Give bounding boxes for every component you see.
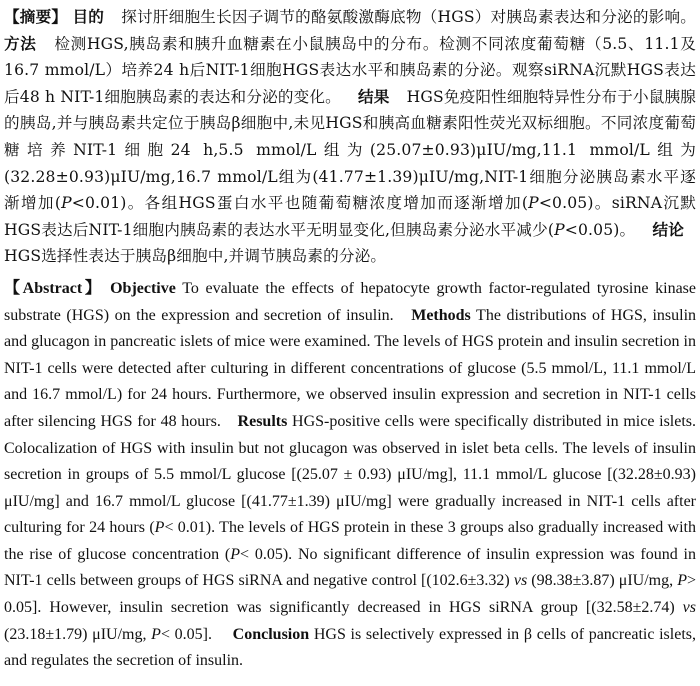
cn-abstract-label: 【摘要】 bbox=[4, 7, 68, 26]
cn-aim-text: 探讨肝细胞生长因子调节的酪氨酸激酶底物（HGS）对胰岛素表达和分泌的影响。 bbox=[121, 8, 697, 26]
cn-results-text: HGS免疫阳性细胞特异性分布于小鼠胰腺的胰岛,并与胰岛素共定位于胰岛β细胞中,未见HGS和胰高血糖素阳性荧光双标细胞。不同浓度葡萄糖培养NIT-1细胞24 h,5.5 mmol/L组为(25.07±0.93)μIU/mg,11.1 mmol/L组为(32.28±0.93)μIU/mg,16.7 mmol/L组为(41.77±1.39)μIU/mg,NIT-1细胞分泌胰岛素水平逐渐增加(P<0.01)。各组HGS蛋白水平也随葡萄糖浓度增加而逐渐增加(P<0.05)。siRNA沉默HGS表达后NIT-1细胞内胰岛素的表达水平无明显变化,但胰岛素分泌水平减少(P<0.05)。 bbox=[4, 87, 697, 239]
en-objective-text: To evaluate the effects of hepatocyte growth factor-regulated tyrosine kinase substrate (HGS) on the expression and secretion of insulin. bbox=[4, 279, 696, 324]
en-results-text: HGS-positive cells were specifically distributed in mice islets. Colocalization of HGS with insulin but not glucagon was observed in islet beta cells. The levels of insulin secretion in groups of 5.5 mmol/L glucose [(25.07 ± 0.93) μIU/mg], 11.1 mmol/L glucose [(32.28±0.93) μIU/mg] and 16.7 mmol/L glucose [(41.77±1.39) μIU/mg] were gradually increased in NIT-1 cells after culturing for 24 hours (P< 0.01). The levels of HGS protein in these 3 groups also gradually increased with the rise of glucose concentration (P< 0.05). No significant difference of insulin expression was found in NIT-1 cells between groups of HGS siRNA and negative control [(102.6±3.32) vs (98.38±3.87) μIU/mg, P> 0.05]. However, insulin secretion was significantly decreased in HGS siRNA group [(32.58±2.74) vs (23.18±1.79) μIU/mg, P< 0.05]. bbox=[4, 412, 697, 643]
chinese-abstract bbox=[4, 4, 696, 270]
en-results-heading: Results bbox=[237, 412, 288, 430]
cn-conclusion-text: HGS选择性表达于胰岛β细胞中,并调节胰岛素的分泌。 bbox=[4, 247, 387, 266]
cn-aim-heading: 目的 bbox=[72, 7, 105, 26]
en-objective-heading: Objective bbox=[110, 279, 176, 297]
english-abstract bbox=[4, 276, 696, 675]
cn-results-heading: 结果 bbox=[358, 86, 390, 106]
cn-methods-heading: 方法 bbox=[4, 33, 37, 53]
en-conclusion-text: HGS is selectively expressed in β cells of pancreatic islets, and regulates the secretion of insulin. bbox=[4, 625, 697, 670]
en-methods-text: The distributions of HGS, insulin and glucagon in pancreatic islets of mice were examined. The levels of HGS protein and insulin secretion in NIT-1 cells were detected after culturing in different concentrations of glucose (5.5 mmol/L, 11.1 mmol/L and 16.7 mmol/L) for 24 hours. Furthermore, we observed insulin expression and secretion in NIT-1 cells after silencing HGS for 48 hours. bbox=[4, 306, 697, 430]
en-methods-heading: Methods bbox=[411, 306, 471, 324]
cn-conclusion-heading: 结论 bbox=[652, 219, 685, 239]
en-abstract-label: 【Abstract】 bbox=[4, 279, 104, 297]
en-conclusion-heading: Conclusion bbox=[232, 625, 310, 643]
cn-methods-text: 检测HGS,胰岛素和胰升血糖素在小鼠胰岛中的分布。检测不同浓度葡萄糖（5.5、11.1及16.7 mmol/L）培养24 h后NIT-1细胞HGS表达水平和胰岛素的分泌。观察siRNA沉默HGS表达后48 h NIT-1细胞胰岛素的表达和分泌的变化。 bbox=[4, 34, 696, 106]
